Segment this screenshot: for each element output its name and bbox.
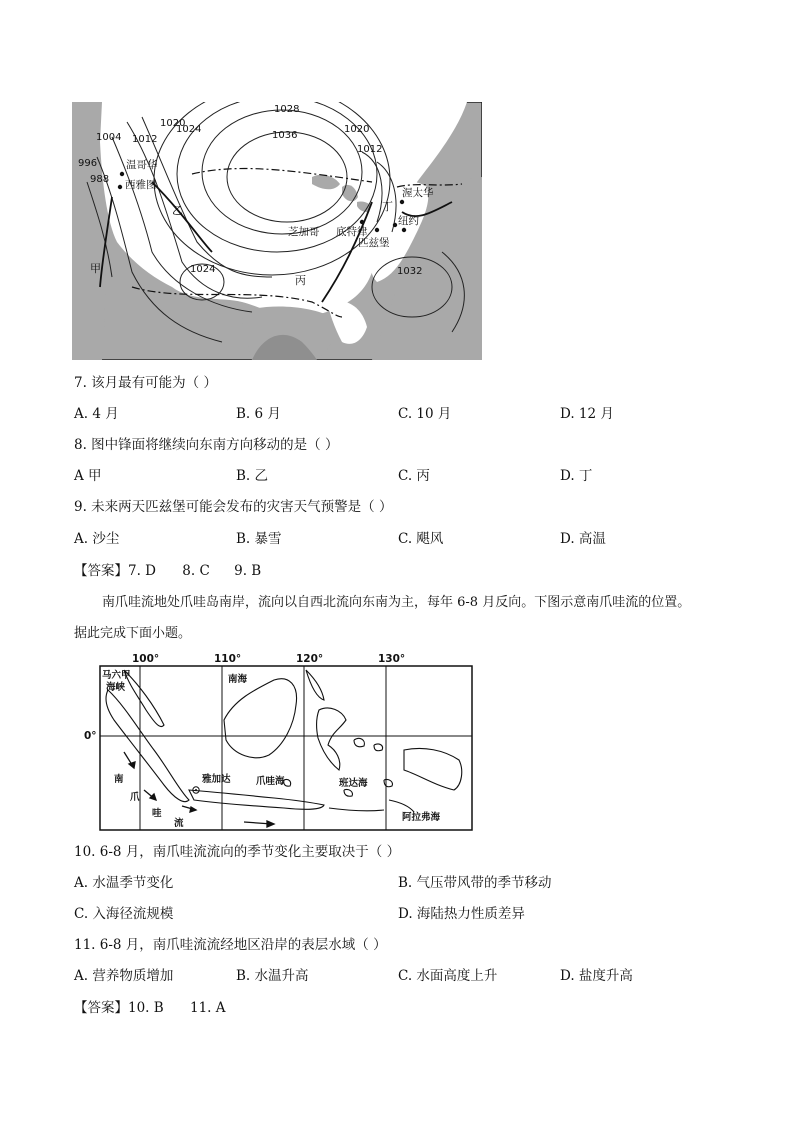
- isobar-label: 1032: [397, 266, 423, 277]
- q8-option-a[interactable]: A 甲: [74, 468, 102, 484]
- isobar-label: 1024: [190, 264, 216, 275]
- longitude-label: 130°: [378, 653, 406, 665]
- front-label-yi: 乙: [172, 204, 183, 217]
- q9-option-a[interactable]: A. 沙尘: [74, 531, 120, 547]
- q9-option-b[interactable]: B. 暴雪: [236, 531, 282, 547]
- answer-value: 9. B: [234, 563, 262, 579]
- q8-stem: 8. 图中锋面将继续向东南方向移动的是（ ）: [74, 437, 339, 453]
- isobar-label: 1028: [274, 104, 300, 115]
- q9-stem: 9. 未来两天匹兹堡可能会发布的灾害天气预警是（ ）: [74, 499, 393, 515]
- front-label-ding: 丁: [382, 200, 393, 213]
- q11-option-a[interactable]: A. 营养物质增加: [74, 968, 174, 984]
- map-south-java-current: [84, 650, 476, 834]
- q11-option-b[interactable]: B. 水温升高: [236, 968, 309, 984]
- city-label: 西雅图: [125, 179, 157, 191]
- q7-stem: 7. 该月最有可能为（ ）: [74, 375, 217, 391]
- q7-option-d[interactable]: D. 12 月: [560, 406, 614, 422]
- q10-option-b[interactable]: B. 气压带风带的季节移动: [398, 875, 552, 891]
- answer-value: 7. D: [128, 563, 156, 579]
- label-malacca-1: 马六甲: [102, 670, 131, 681]
- isobar-label: 1020: [344, 124, 370, 135]
- label-arafura-sea: 阿拉弗海: [402, 812, 441, 823]
- q11-option-c[interactable]: C. 水面高度上升: [398, 968, 498, 984]
- city-label: 纽约: [398, 215, 419, 227]
- q8-option-d[interactable]: D. 丁: [560, 468, 593, 484]
- q10-stem: 10. 6-8 月，南爪哇流流向的季节变化主要取决于（ ）: [74, 844, 401, 860]
- q11-stem: 11. 6-8 月，南爪哇流流经地区沿岸的表层水域（ ）: [74, 937, 387, 953]
- label-banda-sea: 班达海: [339, 778, 368, 789]
- city-label: 匹兹堡: [358, 237, 390, 249]
- answer-value: 11. A: [189, 1000, 226, 1016]
- q9-option-d[interactable]: D. 高温: [560, 531, 606, 547]
- intro-line-1: 南爪哇流地处爪哇岛南岸，流向以自西北流向东南为主，每年 6-8 月反向。下图示意南爪哇流的位置。: [102, 595, 691, 610]
- q10-option-d[interactable]: D. 海陆热力性质差异: [398, 906, 525, 922]
- label-java-sea: 爪哇海: [256, 776, 285, 787]
- answer-block-1: [74, 562, 261, 580]
- q7-option-a[interactable]: A. 4 月: [74, 406, 119, 422]
- isobar-label: 1020: [160, 118, 186, 129]
- answer-label: 【答案】: [74, 1000, 128, 1016]
- q7-option-c[interactable]: C. 10 月: [398, 406, 452, 422]
- answer-value: 10. B: [128, 1000, 164, 1016]
- q10-option-c[interactable]: C. 入海径流规模: [74, 906, 174, 922]
- label-current-3: 哇: [152, 808, 162, 819]
- city-label: 渥太华: [402, 187, 434, 199]
- q7-option-b[interactable]: B. 6 月: [236, 406, 281, 422]
- q8-option-b[interactable]: B. 乙: [236, 468, 269, 484]
- isobar-label: 988: [90, 174, 110, 185]
- label-current-1: 南: [114, 774, 124, 785]
- label-current-2: 爪: [130, 792, 140, 803]
- label-south-china-sea: 南海: [228, 674, 248, 685]
- longitude-label: 110°: [214, 653, 242, 665]
- q8-option-c[interactable]: C. 丙: [398, 468, 430, 484]
- isobar-label: 1012: [357, 144, 383, 155]
- isobar-label: 1012: [132, 134, 158, 145]
- isobar-label: 1036: [272, 130, 298, 141]
- isobar-label: 1024: [176, 124, 202, 135]
- label-malacca-2: 海峡: [106, 682, 126, 693]
- weather-map-north-america: [72, 102, 482, 360]
- longitude-label: 100°: [132, 653, 160, 665]
- answer-value: 8. C: [182, 563, 210, 579]
- city-label: 温哥华: [126, 159, 158, 171]
- q9-option-c[interactable]: C. 飓风: [398, 531, 444, 547]
- longitude-label: 120°: [296, 653, 324, 665]
- city-label: 芝加哥: [288, 226, 320, 238]
- q11-option-d[interactable]: D. 盐度升高: [560, 968, 633, 984]
- q10-option-a[interactable]: A. 水温季节变化: [74, 875, 174, 891]
- city-label: 底特律: [336, 226, 368, 238]
- label-current-4: 流: [174, 818, 184, 829]
- intro-line-2: 据此完成下面小题。: [74, 626, 192, 641]
- answer-label: 【答案】: [74, 563, 128, 579]
- isobar-label: 996: [78, 158, 98, 169]
- equator-label: 0°: [84, 730, 97, 742]
- isobar-label: 1004: [96, 132, 122, 143]
- answer-block-2: [74, 999, 226, 1017]
- front-label-jia: 甲: [90, 262, 101, 275]
- front-label-bing: 丙: [295, 274, 306, 287]
- label-jakarta: 雅加达: [202, 774, 231, 785]
